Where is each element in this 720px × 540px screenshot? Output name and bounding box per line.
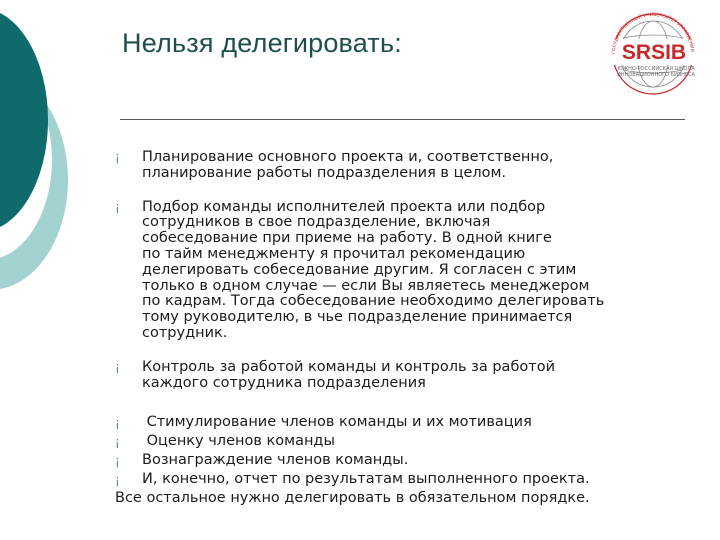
bullet-icon: ¡ bbox=[115, 199, 120, 214]
logo-wordmark: SRSIB bbox=[621, 41, 687, 64]
svg-text:ГОСУДАРСТВЕННЫЙ УНИВЕРСИТЕТ УП: ГОСУДАРСТВЕННЫЙ УНИВЕРСИТЕТ УПРАВЛЕНИЯ bbox=[611, 12, 694, 55]
list-item: ¡ Контроль за работой команды и контроль за работой каждого сотрудника подразделения bbox=[115, 358, 556, 391]
closing-statement: Все остальное нужно делегировать в обязательном порядке. bbox=[115, 490, 590, 507]
bullet-icon: ¡ bbox=[115, 150, 120, 164]
short-list bbox=[115, 413, 685, 508]
bullet-icon: ¡ bbox=[115, 454, 120, 469]
slide-body bbox=[115, 150, 685, 508]
decorative-circles bbox=[0, 0, 90, 300]
bullet-icon: ¡ bbox=[115, 359, 120, 374]
title-divider bbox=[120, 119, 685, 120]
slide-title: Нельзя делегировать: bbox=[122, 28, 402, 58]
bullet-icon: ¡ bbox=[115, 416, 120, 431]
srsib-logo bbox=[593, 8, 711, 100]
svg-text:ЮЖНО-РОССИЙСКАЯ ШКОЛА: ЮЖНО-РОССИЙСКАЯ ШКОЛА bbox=[617, 66, 695, 72]
list-item: ¡ Оценку членов команды bbox=[115, 432, 685, 451]
list-item: ¡ Подбор команды исполнителей проекта или подбор сотрудников в свое подразделение, включая собеседование при приеме на работу. В одной книге по тайм менеджменту я прочитал рекомендацию делегировать собеседование другим. Я согласен с этим только в одном случае — если Вы являетесь менеджером по кадрам. Тогда собеседование необходимо делегировать тому руководителю, в чье подразделение принимается сотрудник. bbox=[115, 198, 605, 341]
bullet-icon: ¡ bbox=[115, 435, 120, 450]
bullet-icon: ¡ bbox=[115, 473, 120, 488]
svg-text:ИННОВАЦИОННОГО БИЗНЕСА: ИННОВАЦИОННОГО БИЗНЕСА bbox=[617, 72, 695, 78]
list-item: ¡ Планирование основного проекта и, соответственно, планирование работы подразделения в целом. bbox=[115, 149, 554, 181]
list-item: ¡ И, конечно, отчет по результатам выполненного проекта. bbox=[115, 470, 685, 489]
list-item: ¡ Стимулирование членов команды и их мотивация bbox=[115, 413, 685, 432]
list-item: ¡ Вознаграждение членов команды. bbox=[115, 451, 685, 470]
